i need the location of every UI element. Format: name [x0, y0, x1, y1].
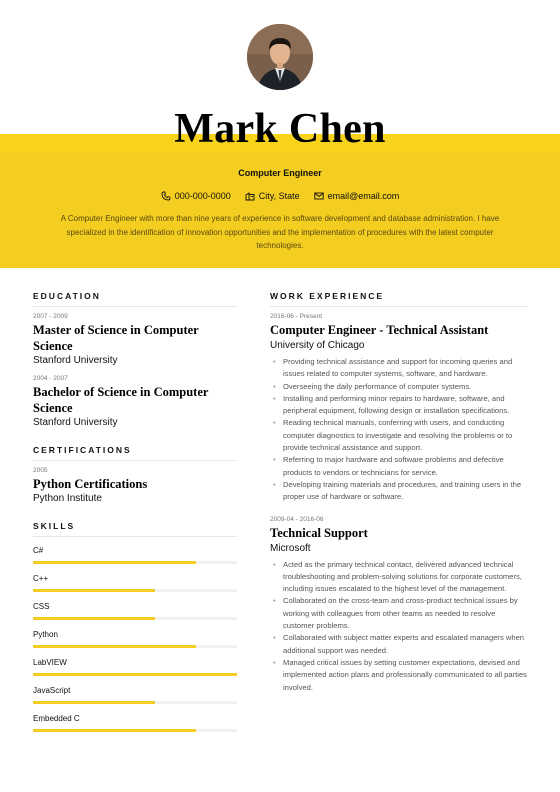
skill-bar-fill [33, 561, 196, 564]
contact-email[interactable] [314, 191, 400, 201]
skill-bar [33, 729, 237, 732]
contact-info [0, 191, 560, 201]
skill-bar [33, 645, 237, 648]
contact-city-text: City, State [258, 191, 300, 201]
skill-name: Python [33, 630, 58, 639]
skill-item [33, 686, 237, 704]
skill-name: CSS [33, 602, 50, 611]
education-degree: Bachelor of Science in Computer Science [33, 385, 209, 415]
summary-text: A Computer Engineer with more than nine years of experience in software development and database administration. I have specialized in the identification of innovation opportunities and the implementation of procedures with the latest computer technologies. [60, 214, 500, 250]
education-school: Stanford University [33, 417, 118, 428]
skill-item [33, 630, 237, 648]
education-heading: EDUCATION [33, 291, 237, 307]
job-bullet: • Collaborated on the cross-team and cross-product technical issues by working with colleagues from other teams as needed to resolve customer problems. [270, 595, 528, 632]
city-icon [245, 191, 255, 201]
skills-heading: SKILLS [33, 521, 237, 537]
skill-name: JavaScript [33, 686, 71, 695]
job-company: University of Chicago [270, 340, 365, 351]
skill-item [33, 546, 237, 564]
skill-item [33, 658, 237, 676]
skill-name: Embedded C [33, 714, 80, 723]
job-entry [270, 313, 528, 504]
job-bullets [270, 356, 528, 504]
skill-bar-fill [33, 617, 155, 620]
job-dates: 2009-04 - 2016-06 [270, 515, 324, 523]
job-bullet: • Overseeing the daily performance of computer systems. [270, 381, 528, 393]
skill-bar [33, 673, 237, 676]
education-entry [33, 313, 237, 366]
certification-name: Python Certifications [33, 477, 148, 491]
education-degree: Master of Science in Computer Science [33, 323, 199, 353]
avatar [247, 24, 313, 90]
work-experience-heading: WORK EXPERIENCE [270, 291, 528, 307]
skill-bar-fill [33, 729, 196, 732]
contact-phone [161, 191, 231, 201]
job-bullet: • Reading technical manuals, conferring with users, and conducting computer diagnostics to investigate and resolving the problems or to provide technical assistance and support. [270, 417, 528, 454]
skill-bar [33, 561, 237, 564]
certifications-heading: CERTIFICATIONS [33, 445, 237, 461]
certification-issuer: Python Institute [33, 493, 102, 504]
contact-phone-text: 000-000-0000 [174, 191, 231, 201]
job-bullet: • Providing technical assistance and support for incoming queries and issues related to computer systems, software, and hardware. [270, 356, 528, 381]
education-school: Stanford University [33, 355, 118, 366]
job-bullet: • Acted as the primary technical contact, delivered advanced technical troubleshooting and problem-solving solutions for corporate customers, including issues escalated to the highest level of the management. [270, 559, 528, 596]
skill-bar-fill [33, 589, 155, 592]
job-bullet: • Referring to major hardware and software problems and defective products to vendors or technicians for service. [270, 454, 528, 479]
job-entry [270, 516, 528, 694]
skill-bar-fill [33, 673, 237, 676]
skills-list [33, 546, 237, 732]
skill-name: C# [33, 546, 44, 555]
skill-bar-fill [33, 645, 196, 648]
profile-photo [247, 24, 313, 90]
skill-item [33, 714, 237, 732]
job-company: Microsoft [270, 542, 311, 554]
contact-city [245, 191, 300, 201]
job-title: Computer Engineer - Technical Assistant [270, 323, 489, 337]
job-title: Technical Support [270, 525, 368, 540]
education-dates: 2004 - 2007 [33, 375, 68, 382]
phone-icon [161, 191, 171, 201]
skill-name: C++ [33, 574, 49, 583]
job-bullet: • Managed critical issues by setting customer expectations, devised and implemented action plans and professionally communicated to all parties involved. [270, 657, 528, 694]
contact-email-text: email@email.com [327, 191, 400, 201]
certification-date: 2005 [33, 467, 48, 474]
job-dates: 2016-06 - Present [270, 313, 323, 320]
candidate-name: Mark Chen [174, 106, 386, 152]
skill-item [33, 602, 237, 620]
skill-bar [33, 701, 237, 704]
skill-item [33, 574, 237, 592]
skill-bar [33, 617, 237, 620]
skill-bar [33, 589, 237, 592]
skill-name: LabVIEW [33, 658, 67, 667]
job-bullet: • Installing and performing minor repairs to hardware, software, and peripheral equipment, following design or installation specifications. [270, 393, 528, 418]
job-bullets [270, 559, 528, 694]
education-dates: 2007 - 2009 [33, 313, 68, 320]
email-icon [314, 191, 324, 201]
right-column [270, 291, 528, 703]
job-bullet: • Collaborated with subject matter experts and escalated managers when additional support was needed. [270, 632, 528, 657]
education-entry [33, 375, 237, 428]
certification-entry [33, 467, 237, 504]
job-bullet: • Developing training materials and procedures, and training users in the proper use of hardware or software. [270, 479, 528, 504]
left-column [33, 291, 237, 742]
skill-bar-fill [33, 701, 155, 704]
candidate-title: Computer Engineer [238, 168, 322, 178]
